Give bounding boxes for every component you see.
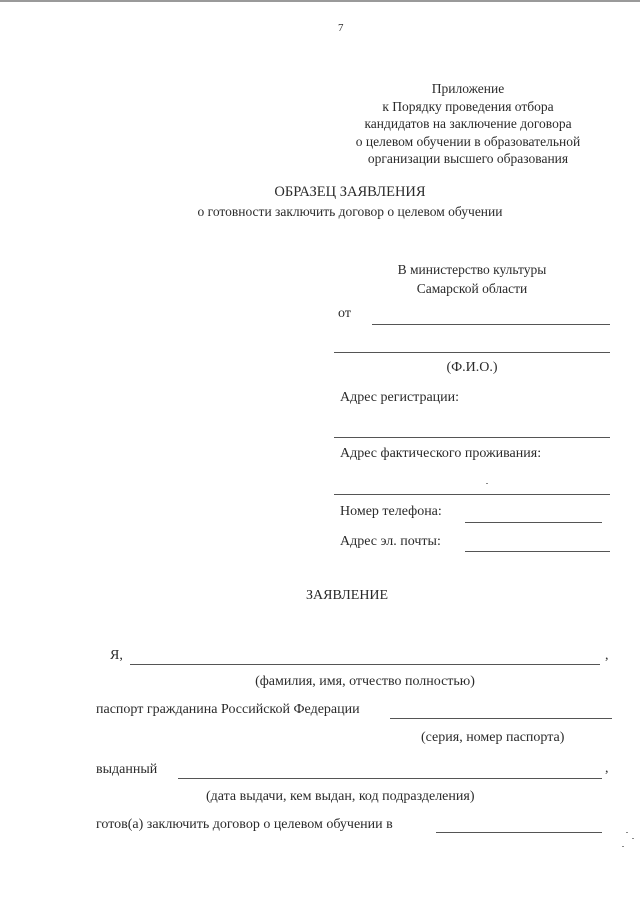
organization-field-line[interactable] [436,832,602,833]
from-label: от [338,306,351,321]
comma-mark: , [605,648,609,663]
scan-speck [632,838,634,839]
actual-address-label: Адрес фактического проживания: [340,446,542,461]
full-name-field-line[interactable] [130,664,600,665]
actual-address-field-line[interactable] [334,494,610,495]
recipient-line: Самарской области [416,281,528,296]
page-number: 7 [338,22,344,34]
reg-address-label: Адрес регистрации: [340,390,460,405]
document-title: ОБРАЗЕЦ ЗАЯВЛЕНИЯ [274,184,426,200]
comma-mark: , [605,761,609,776]
appendix-line: организации высшего образования [367,151,569,166]
phone-label: Номер телефона: [340,504,442,519]
from-field-line[interactable] [372,324,610,325]
issued-field-line[interactable] [178,778,602,779]
i-label: Я, [110,648,123,663]
scan-speck [486,483,488,484]
appendix-block [330,80,606,168]
appendix-line: о целевом обучении в образовательной [355,133,581,149]
appendix-line: кандидатов на заключение договора [364,116,572,131]
recipient-line: В министерство культуры [397,262,547,277]
phone-field-line[interactable] [465,522,602,523]
passport-caption: (серия, номер паспорта) [421,730,565,745]
top-border [0,0,640,2]
scan-speck [622,846,624,847]
passport-label: паспорт гражданина Российской Федерации [96,702,360,717]
recipient-block [372,260,572,298]
email-field-line[interactable] [465,551,610,552]
appendix-line: к Порядку проведения отбора [382,98,554,114]
reg-address-field-line[interactable] [334,437,610,438]
issued-label: выданный [96,762,158,777]
appendix-line: Приложение [431,81,505,96]
full-name-caption: (фамилия, имя, отчество полностью) [255,674,475,689]
fio-field-line[interactable] [334,352,610,353]
ready-label: готов(а) заключить договор о целевом обучении в [96,817,393,832]
statement-heading: ЗАЯВЛЕНИЕ [306,588,389,603]
fio-caption: (Ф.И.О.) [446,360,498,375]
issued-caption: (дата выдачи, кем выдан, код подразделения) [206,789,475,804]
passport-field-line[interactable] [390,718,612,719]
email-label: Адрес эл. почты: [340,534,441,549]
document-subtitle: о готовности заключить договор о целевом обучении [197,204,503,219]
scan-speck [626,832,628,833]
